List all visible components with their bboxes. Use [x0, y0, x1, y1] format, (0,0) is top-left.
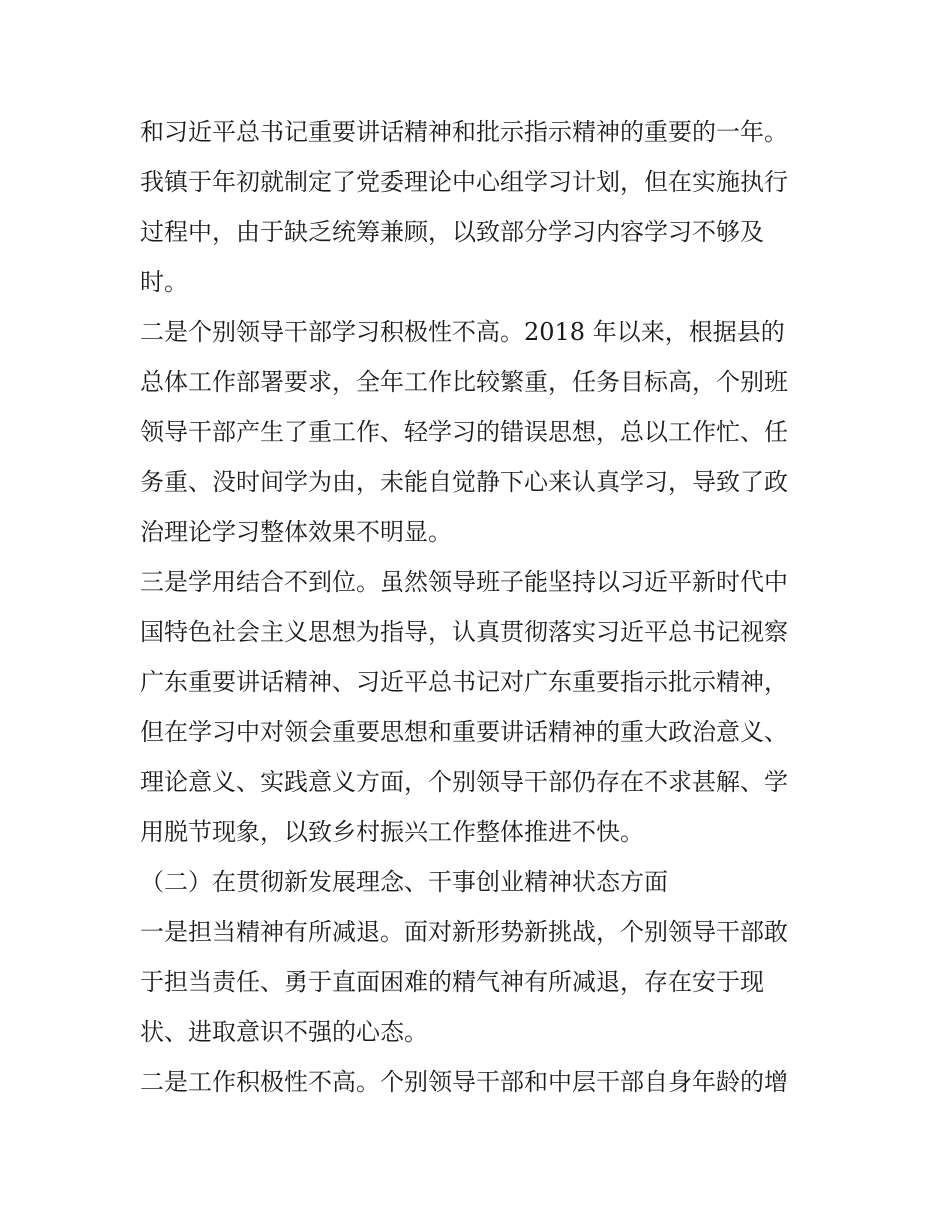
text-line: 务重、没时间学为由，未能自觉静下心来认真学习，导致了政 [140, 468, 788, 496]
section-heading: （二）在贯彻新发展理念、干事创业精神状态方面 [140, 868, 668, 896]
text-line: 总体工作部署要求，全年工作比较繁重，任务目标高，个别班 [140, 368, 788, 396]
document-body [140, 107, 830, 1107]
text-line: 领导干部产生了重工作、轻学习的错误思想，总以工作忙、任 [140, 418, 788, 446]
text-line: 但在学习中对领会重要思想和重要讲话精神的重大政治意义、 [140, 718, 788, 746]
text-line: 理论意义、实践意义方面，个别领导干部仍存在不求甚解、学 [140, 768, 788, 796]
text-line: 一是担当精神有所减退。面对新形势新挑战，个别领导干部敢 [140, 918, 788, 946]
text-line: 我镇于年初就制定了党委理论中心组学习计划，但在实施执行 [140, 168, 788, 196]
text-line: 二是工作积极性不高。个别领导干部和中层干部自身年龄的增 [140, 1068, 788, 1096]
text-line: 三是学用结合不到位。虽然领导班子能坚持以习近平新时代中 [140, 568, 788, 596]
text-line: 用脱节现象，以致乡村振兴工作整体推进不快。 [140, 818, 644, 846]
text-line: 国特色社会主义思想为指导，认真贯彻落实习近平总书记视察 [140, 618, 788, 646]
text-line: 于担当责任、勇于直面困难的精气神有所减退，存在安于现 [140, 968, 764, 996]
text-line: 过程中，由于缺乏统筹兼顾，以致部分学习内容学习不够及 [140, 218, 764, 246]
text-line: 状、进取意识不强的心态。 [140, 1018, 428, 1046]
text-line: 和习近平总书记重要讲话精神和批示指示精神的重要的一年。 [140, 118, 788, 146]
text-line: 二是个别领导干部学习积极性不高。2018 年以来，根据县的 [140, 318, 785, 346]
text-line: 治理论学习整体效果不明显。 [140, 518, 452, 546]
text-line: 广东重要讲话精神、习近平总书记对广东重要指示批示精神， [140, 668, 788, 696]
text-line: 时。 [140, 268, 188, 296]
